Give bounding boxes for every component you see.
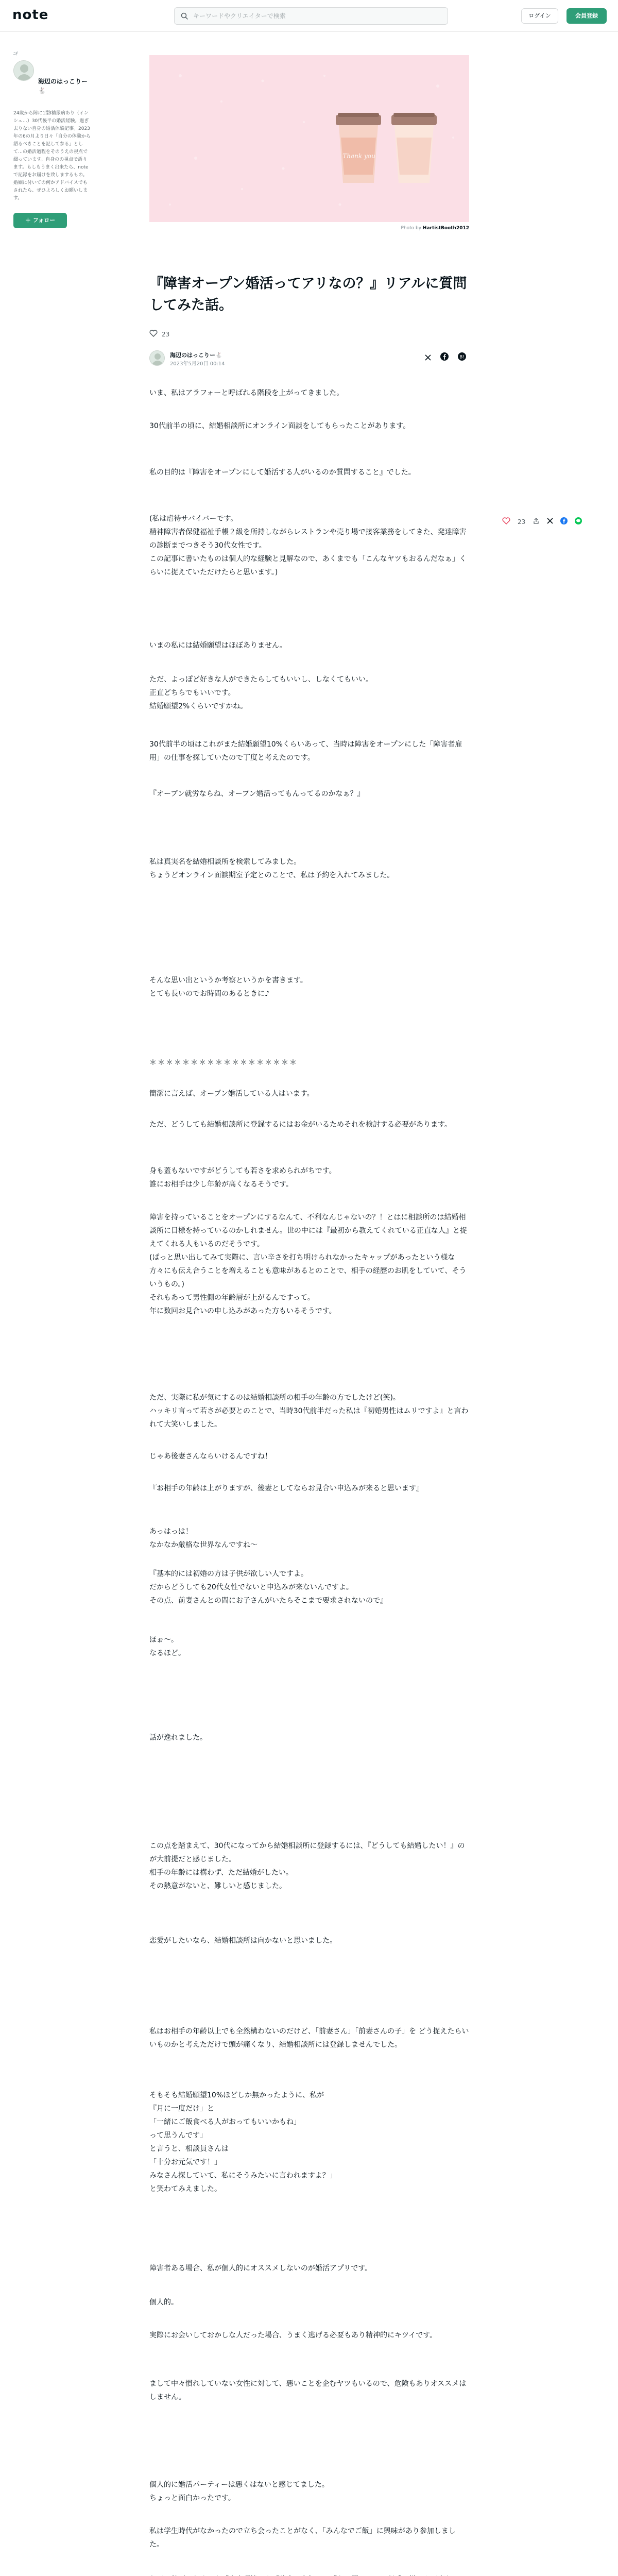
coffee-cup-right [391,113,437,183]
paragraph: 個人的。 [149,2298,178,2307]
facebook-icon[interactable] [560,517,568,526]
svg-text:B!: B! [459,354,465,360]
coffee-cups-illustration [149,55,469,222]
coffee-cup-left [336,113,381,183]
paragraph: いまの私には結婚願望はほぼありません。 [149,641,287,650]
paragraph: 30代前半の頃に、結婚相談所にオンライン面談をしてもらったことがあります。 [149,422,410,430]
paragraph: じゃあ後妻さんならいけるんですね！ [149,1452,272,1461]
user-plus-icon: ＋ [25,217,31,224]
side-actions [502,517,582,526]
paragraph: 私は学生時代がなかったので立ち会ったことがなく、「みんなでご飯」に興味があり参加しました。 [149,2527,456,2549]
paragraph: そもそも結婚願望10%ほどしか無かったように、私が 『月に一度だけ」と 「一緒にご飯食べる人がおってもいいかもね」 って思うんです」 と言うと、相談員さんは 「十分お元気です！」 みなさん探していて、私にそうみたいに言われますよ？」 と笑わてみえました。 [149,2091,337,2193]
x-icon[interactable] [547,518,553,526]
paragraph: 私はお相手の年齢以上でも全然構わないのだけど、「前妻さん」「前妻さんの子」を どう捉えたらいいものかと考えただけで頭が痛くなり、結婚相談所には登録しませんでした。 [149,2027,469,2049]
site-header [0,0,618,32]
paragraph: 『オープン就労ならね、オープン婚活ってもんってるのかなぁ？』 [149,790,365,798]
article-title: 『障害オープン婚活ってアリなの？』リアルに質問してみた話。 [149,276,467,313]
heart-icon[interactable] [149,330,158,338]
paragraph: 実際にお会いしておかしな人だった場合、うまく逃げる必要もあり精神的にキツイです。 [149,2331,437,2340]
author-name[interactable]: 海辺のはっこりー 🐇 [38,78,94,94]
note-logo[interactable]: note [12,7,49,23]
cup-text: Thank you [342,152,375,160]
share-icons [425,352,466,363]
paragraph: ほぉ〜。 なるほど。 [149,1636,185,1657]
article [149,273,469,2549]
paragraph: そんな思い出というか考察というかを書きます。 とても長いのでお時間のあるときに♪ [149,976,307,998]
photo-credit-prefix: Photo by [401,226,422,231]
paragraph: この点を踏まえて、30代になってから結婚相談所に登録するには、『どうしても結婚したい！』のが大前提だと感じました。 相手の年齢には構わず、ただ結婚がしたい。 その熱意がないと、難しいと感じました。 [149,1842,465,1890]
paragraph: まして中々慣れしていない女性に対して、悪いことを企むヤツもいるので、危険もありオススメはしません。 [149,2380,467,2401]
line-icon[interactable] [575,517,582,526]
photo-credit-name[interactable]: HartistBooth2012 [422,226,469,231]
sidebar-tag: ﾆﾁ [13,52,19,57]
side-like-count: 23 [518,518,526,526]
paragraph: 私の目的は『障害をオープンにして婚活する人がいるのか質問すること』でした。 [149,468,416,477]
paragraph: 障害を持っていることをオープンにするなんて、不利なんじゃないの？！とはに相談所のは結婚相談所に目標を持っているのかしれません。世の中には『最初から教えてくれている正直な人』と捉えてくれる人もいるのだそうです。 (ぱっと思い出してみて実際に、言い辛さを打ち明けられなかったキャップがあったという様な方々にも伝え合うことを増えることも意味があるとのことで、相手の経歴のお肌をしていて、そういうもの。) それもあって男性側の年齢層が上がるんですって。 年に数回お見合いの申し込みがあった方もいるそうです。 [149,1213,467,1315]
author-row [149,350,469,369]
x-icon[interactable] [425,353,431,363]
like-area [149,330,169,338]
follow-label: フォロー [32,217,56,224]
publish-date: 2023年5月20日 00:14 [170,361,225,367]
paragraph: ただ、実際に私が気にするのは結婚相談所の相手の年齢の方でしたけど(笑)。 ハッキリ言って若さが必要とのことで、当時30代前半だった私は『初婚男性はムリですよ』と言われて大笑いしました。 [149,1394,469,1429]
paragraph: 障害者ある場合、私が個人的にオススメしないのが婚活アプリです。 [149,2264,372,2273]
share-icon[interactable] [533,517,540,526]
hero-image [149,55,469,222]
paragraph: 私は真実名を結婚相談所を検索してみました。 ちょうどオンライン面談期室予定とのことで、私は予約を入れてみました。 [149,858,394,879]
search-box[interactable] [174,7,448,25]
paragraph: 『基本的には初婚の方は子供が欲しい人ですよ。 だからどうしても20代女性でないと申込みが来ないんですよ。 その点、前妻さんとの間にお子さんがいたらそこまで要求されないので』 [149,1570,387,1605]
like-count: 23 [162,330,170,338]
heart-icon[interactable] [502,517,510,526]
paragraph: あっはっは！ なかなか厳格な世界なんですね〜 [149,1528,258,1549]
avatar[interactable] [149,350,165,366]
paragraph: 30代前半の頃はこれがまた結婚願望10%くらいあって、当時は障害をオープンにした「障害者雇用」の仕事を探していたので丁度と考えたのです。 [149,740,462,762]
photo-credit [149,226,469,231]
avatar[interactable] [13,60,34,81]
paragraph: 身も蓋もないですがどうしても若さを求められがちです。 誰にお相手は少し年齢が高くなるそうです。 [149,1167,336,1189]
paragraph: ただ、どうしても結婚相談所に登録するにはお金がいるためそれを検討する必要があります。 [149,1121,452,1129]
author-name[interactable]: 海辺のはっこりー🐇 [170,352,222,359]
hatena-icon[interactable] [458,352,466,363]
author-bio: 24歳から障に1型I糖尿病あり（インシュ…）30代後半の婚活経験。過ぎ去りない自身の婚活体験記事。2023年の6の月より日々「自分の体験から語るべきことを記して参る」として…の婚活過程をそのうえの視点で綴っています。自身のの視点で語ります。もしもうまく出来たら、noteで記録をお届けを致しまするもの。婚姻に付いての何かアドバイスでもされたら、ぜひよろしくお願いします。 [13,111,91,201]
paragraph [149,2573,469,2576]
paragraph: 話が逸れました。 [149,1734,207,1742]
paragraph: ただ、よっぽど好きな人ができたらしてもいいし、しなくてもいい。 正直どちらでもいいです。 結婚願望2%くらいですかね。 [149,675,373,710]
signup-button[interactable]: 会員登録 [566,8,607,24]
paragraph: 恋愛がしたいなら、結婚相談所は向かないと思いました。 [149,1937,337,1945]
follow-button[interactable] [13,213,67,228]
search-icon [181,12,188,20]
facebook-icon[interactable] [440,352,449,363]
paragraph: 個人的に婚活パーティーは悪くはないと感じてました。 ちょっと面白かったです。 [149,2481,329,2502]
login-button[interactable]: ログイン [521,8,558,24]
divider: ＊＊＊＊＊＊＊＊＊＊＊＊＊＊＊＊＊＊ [149,1059,298,1067]
paragraph: 簡潔に言えば、オープン婚活している人はいます。 [149,1090,314,1098]
paragraph: (私は虐待サバイバーです。 精神障害者保健福祉手帳２級を所持しながらレストランや売り場で接客業務をしてきた、発達障害の診断までつきそう30代女性です。 この記事に書いたものは個人的な経験と見解なので、あくまでも「こんなヤツもおるんだなぁ」くらいに捉えていただけたらと思います。) [149,515,467,577]
search-input[interactable] [193,8,440,24]
paragraph: 『お相手の年齢は上がりますが、後妻としてならお見合い申込みが来ると思います』 [149,1484,423,1493]
paragraph: いま、私はアラフォーと呼ばれる階段を上がってきました。 [149,389,344,397]
